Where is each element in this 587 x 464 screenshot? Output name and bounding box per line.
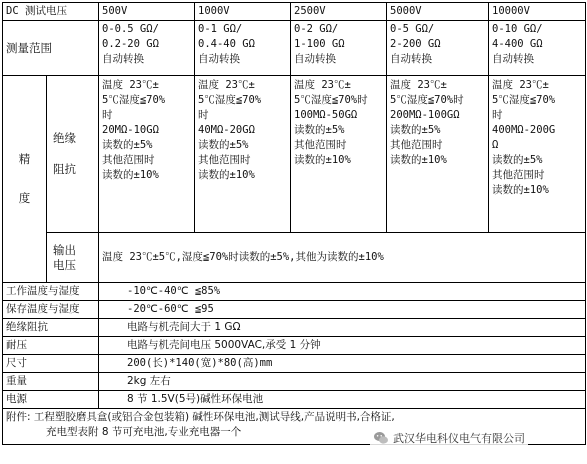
spec-row-value: -20℃-60℃ ≦95 [99, 301, 586, 319]
accuracy-insulation-row [3, 76, 586, 233]
spec-row-value: 电路与机壳间大于 1 GΩ [99, 319, 586, 337]
insulation-line: 时 [102, 109, 113, 121]
attachment-line-1: 附件: 工程塑胶磨具盒(或铝合金包装箱) 碱性环保电池,测试导线,产品说明书,合格证, [6, 411, 395, 423]
insulation-line: 读数的±5% [390, 124, 441, 136]
spec-row [3, 391, 586, 409]
range-line: 自动转换 [390, 53, 432, 65]
spec-row-value: 200(长)*140(宽)*80(高)mm [99, 355, 586, 373]
range-line: 0.2-20 GΩ [102, 38, 159, 50]
insulation-line: 5℃湿度≦70% [102, 94, 166, 106]
range-line: 4-400 GΩ [492, 38, 543, 50]
voltage-5000: 5000V [387, 3, 489, 21]
spec-row-label: 重量 [3, 373, 99, 391]
insulation-cell [195, 76, 291, 233]
spec-row-label: 保存温度与湿度 [3, 301, 99, 319]
insulation-line: 40MΩ-20GΩ [198, 124, 255, 136]
insulation-line: 读数的±10% [294, 154, 351, 166]
output-label-line: 输出 [53, 242, 76, 257]
insulation-cell [489, 76, 586, 233]
insulation-line: 其他范围时 [492, 169, 545, 181]
voltage-10000: 10000V [489, 3, 586, 21]
spec-row [3, 373, 586, 391]
output-label-line: 电压 [53, 257, 76, 272]
range-cell [387, 21, 489, 76]
insulation-line: 其他范围时 [294, 139, 347, 151]
insulation-line: 时 [492, 109, 503, 121]
insulation-cell [291, 76, 387, 233]
insulation-line: 温度 23℃± [294, 79, 351, 91]
range-line: 2-200 GΩ [390, 38, 441, 50]
voltage-500: 500V [99, 3, 195, 21]
spec-row-label: 绝缘阻抗 [3, 319, 99, 337]
insulation-line: 温度 23℃± [102, 79, 159, 91]
insulation-line: 5℃湿度≦70% [198, 94, 262, 106]
spec-row [3, 283, 586, 301]
range-cell [195, 21, 291, 76]
insulation-line: 5℃湿度≦70%时 [390, 94, 464, 106]
range-line: 0-0.5 GΩ/ [102, 23, 159, 35]
insulation-line: 读数的±10% [492, 184, 549, 196]
range-line: 0-10 GΩ/ [492, 23, 543, 35]
insulation-line: 其他范围时 [390, 139, 443, 151]
insulation-label [47, 76, 99, 233]
spec-row-label: 尺寸 [3, 355, 99, 373]
range-line: 0-5 GΩ/ [390, 23, 435, 35]
insulation-label-line: 阻抗 [53, 162, 76, 176]
range-cell [489, 21, 586, 76]
range-line: 自动转换 [102, 53, 144, 65]
output-label [47, 233, 99, 283]
voltage-1000: 1000V [195, 3, 291, 21]
spec-table [2, 2, 586, 445]
range-label: 测量范围 [3, 21, 99, 76]
insulation-line: 温度 23℃± [198, 79, 255, 91]
insulation-line: 读数的±10% [102, 169, 159, 181]
spec-row-value: 电路与机壳间电压 5000VAC,承受 1 分钟 [99, 337, 586, 355]
output-text: 温度 23℃±5℃,湿度≦70%时读数的±5%,其他为读数的±10% [99, 233, 586, 283]
accuracy-output-row [3, 233, 586, 283]
range-line: 0-1 GΩ/ [198, 23, 243, 35]
insulation-line: 5℃湿度≦70%时 [294, 94, 368, 106]
insulation-line: Ω [492, 139, 499, 151]
range-line: 0-2 GΩ/ [294, 23, 339, 35]
accuracy-label [3, 76, 47, 283]
range-row [3, 21, 586, 76]
spec-row-label: 电源 [3, 391, 99, 409]
spec-row [3, 319, 586, 337]
range-line: 自动转换 [294, 53, 336, 65]
accuracy-label-char: 度 [18, 191, 31, 205]
range-line: 自动转换 [492, 53, 534, 65]
spec-row [3, 337, 586, 355]
insulation-line: 其他范围时 [102, 154, 155, 166]
insulation-line: 读数的±5% [102, 139, 153, 151]
insulation-line: 读数的±10% [390, 154, 447, 166]
accuracy-label-char: 精 [18, 152, 31, 166]
insulation-line: 100MΩ-50GΩ [294, 109, 358, 121]
insulation-line: 读数的±10% [198, 169, 255, 181]
watermark-text: 武汉华电科仪电气有限公司 [393, 432, 525, 445]
voltage-2500: 2500V [291, 3, 387, 21]
spec-sheet [2, 2, 585, 462]
spec-row-value: 8 节 1.5V(5号)碱性环保电池 [99, 391, 586, 409]
insulation-line: 读数的±5% [492, 154, 543, 166]
wechat-icon [373, 430, 389, 446]
watermark [370, 428, 528, 448]
insulation-line: 读数的±5% [198, 139, 249, 151]
spec-row-value: -10℃-40℃ ≦85% [99, 283, 586, 301]
range-cell [291, 21, 387, 76]
spec-row-label: 耐压 [3, 337, 99, 355]
range-cell [99, 21, 195, 76]
insulation-line: 温度 23℃± [492, 79, 549, 91]
insulation-line: 其他范围时 [198, 154, 251, 166]
insulation-line: 温度 23℃± [390, 79, 447, 91]
insulation-label-line: 绝缘 [53, 131, 76, 145]
insulation-line: 20MΩ-10GΩ [102, 124, 159, 136]
insulation-line: 200MΩ-100GΩ [390, 109, 460, 121]
range-line: 0.4-40 GΩ [198, 38, 255, 50]
insulation-cell [387, 76, 489, 233]
spec-row-label: 工作温度与湿度 [3, 283, 99, 301]
header-row [3, 3, 586, 21]
insulation-line: 读数的±5% [294, 124, 345, 136]
spec-row [3, 301, 586, 319]
attachment-line-2: 充电型表附 8 节可充电池,专业充电器一个 [46, 426, 242, 438]
insulation-line: 5℃湿度≦70% [492, 94, 556, 106]
insulation-cell [99, 76, 195, 233]
insulation-line: 时 [198, 109, 209, 121]
spec-row-value: 2kg 左右 [99, 373, 586, 391]
range-line: 1-100 GΩ [294, 38, 345, 50]
spec-row [3, 355, 586, 373]
header-label: DC 测试电压 [3, 3, 99, 21]
insulation-line: 400MΩ-200G [492, 124, 556, 136]
range-line: 自动转换 [198, 53, 240, 65]
